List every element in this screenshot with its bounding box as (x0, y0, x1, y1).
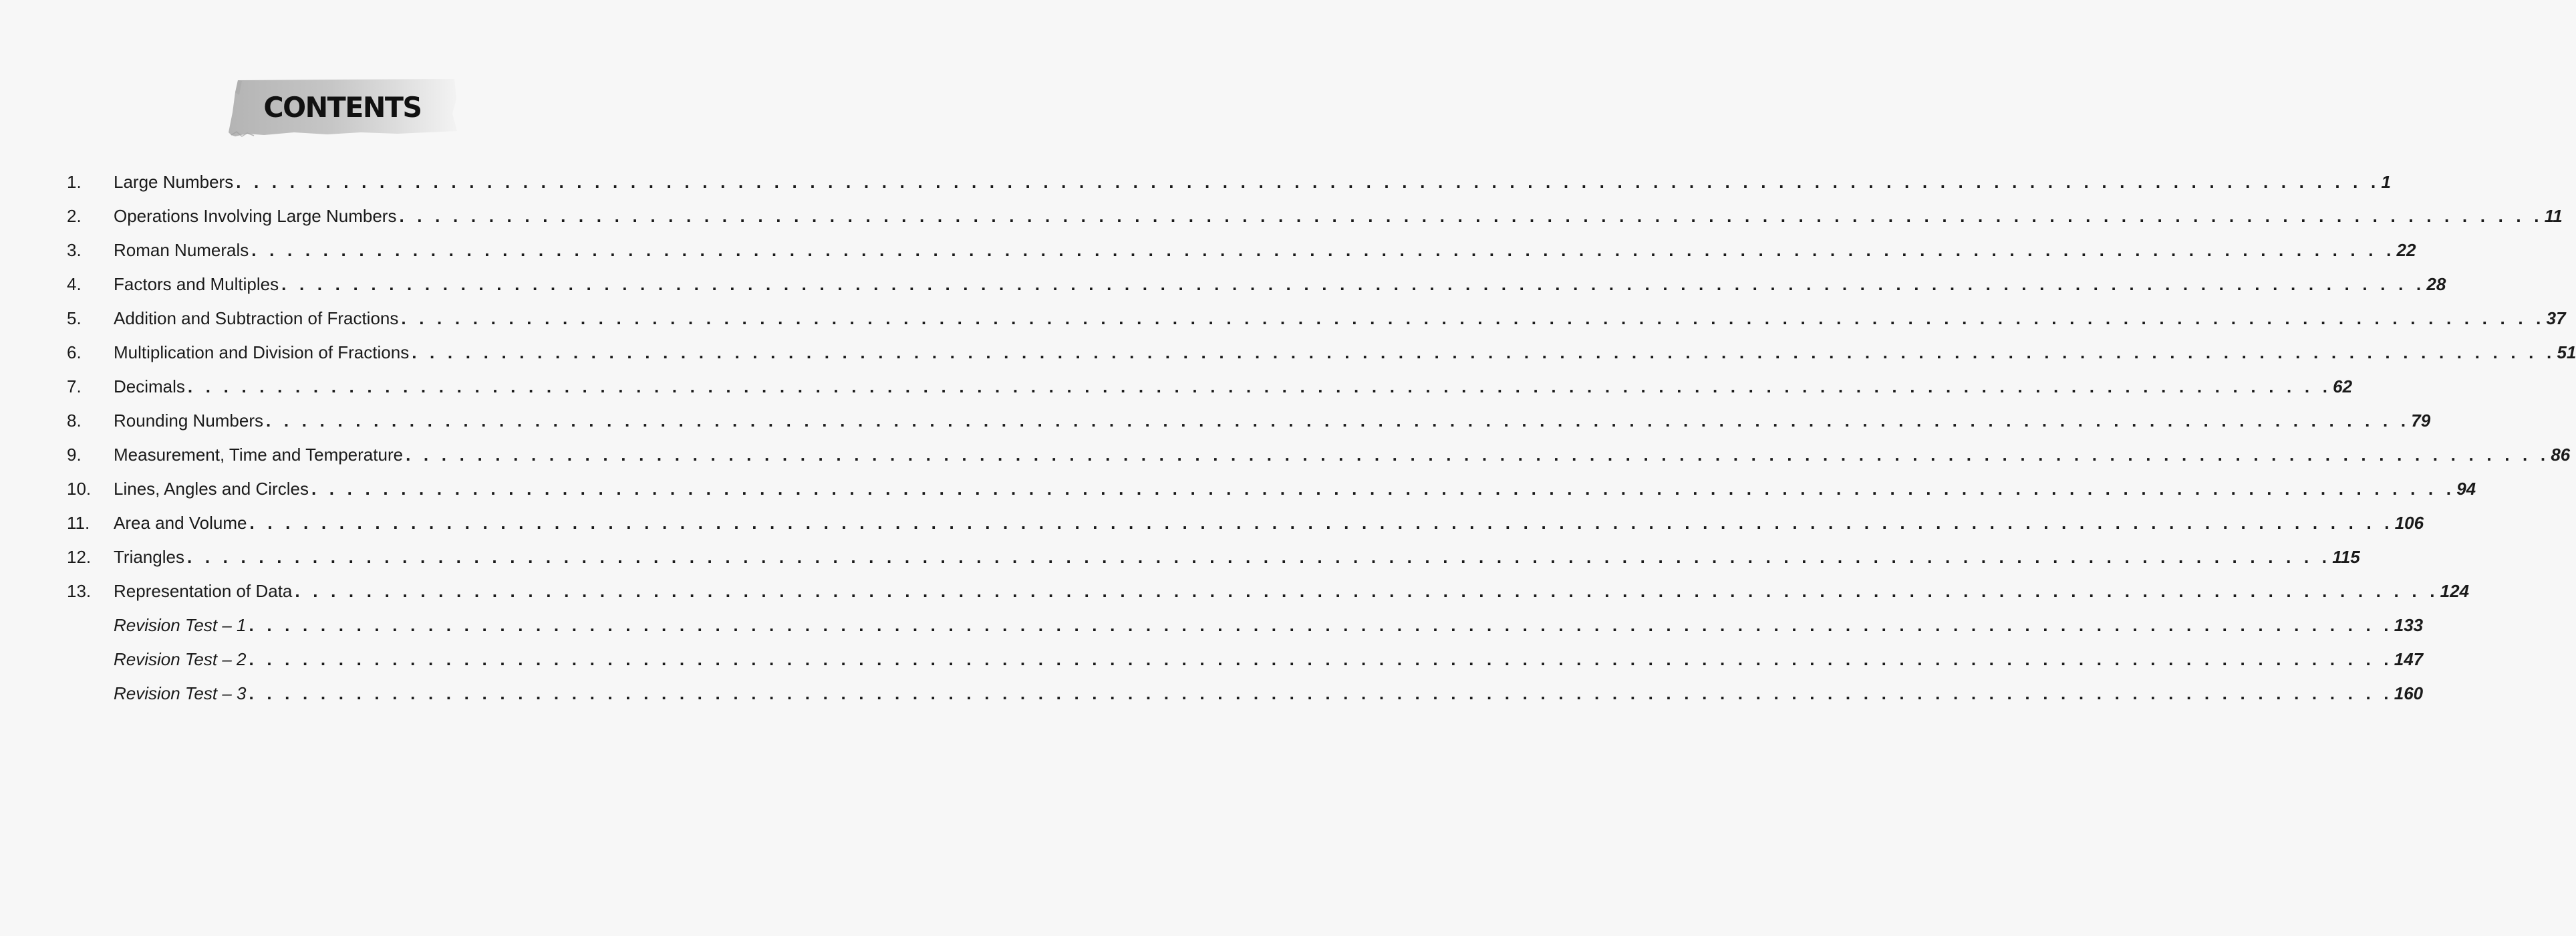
toc-entry-page-number: 124 (2440, 581, 2470, 601)
toc-chapter-entry[interactable] (67, 233, 2416, 267)
toc-entry-page-number: 28 (2426, 274, 2446, 294)
toc-entry-title: Roman Numerals (114, 240, 249, 260)
dot-leader: . . . . . . . . . . . . . . . . . . . . . . . . . . . . . . . . . . . . . . . . . . . . . . . . . . . . . . . . . . . . . . . . . . . . . . . . . . . . . . . . . . . . . . . . . . . . . . . . . . . . . . . . . . . . . . . . . . . . . . . . (186, 547, 2331, 567)
toc-chapter-entry[interactable] (67, 472, 2476, 506)
dot-leader: . . . . . . . . . . . . . . . . . . . . . . . . . . . . . . . . . . . . . . . . . . . . . . . . . . . . . . . . . . . . . . . . . . . . . . . . . . . . . . . . . . . . . . . . . . . . . . . . . . . . . . . . . . . . . . . . . . . . . . . . (236, 172, 2380, 192)
toc-entry-title: Rounding Numbers (114, 411, 264, 431)
toc-entry-title: Revision Test – 1 (114, 615, 247, 635)
toc-revision-entry[interactable] (67, 677, 2424, 711)
toc-chapter-entry[interactable] (67, 404, 2431, 438)
toc-entry-number: 1. (67, 172, 82, 192)
toc-entry-title: Revision Test – 2 (114, 649, 247, 669)
toc-entry-page-number: 1 (2381, 172, 2391, 192)
toc-entry-number: 9. (67, 445, 82, 465)
dot-leader: . . . . . . . . . . . . . . . . . . . . . . . . . . . . . . . . . . . . . . . . . . . . . . . . . . . . . . . . . . . . . . . . . . . . . . . . . . . . . . . . . . . . . . . . . . . . . . . . . . . . . . . . . . . . . . . . . . . . . . . . (251, 240, 2396, 260)
toc-entry-number: 8. (67, 411, 82, 431)
toc-entry-page-number: 133 (2394, 615, 2424, 635)
toc-entry-number: 6. (67, 342, 82, 362)
toc-entry-title: Triangles (114, 547, 184, 567)
dot-leader: . . . . . . . . . . . . . . . . . . . . . . . . . . . . . . . . . . . . . . . . . . . . . . . . . . . . . . . . . . . . . . . . . . . . . . . . . . . . . . . . . . . . . . . . . . . . . . . . . . . . . . . . . . . . . . . . . . . . . . . . (401, 308, 2545, 328)
toc-entry-page-number: 11 (2544, 206, 2563, 226)
toc-entry-title: Addition and Subtraction of Fractions (114, 308, 399, 328)
dot-leader: . . . . . . . . . . . . . . . . . . . . . . . . . . . . . . . . . . . . . . . . . . . . . . . . . . . . . . . . . . . . . . . . . . . . . . . . . . . . . . . . . . . . . . . . . . . . . . . . . . . . . . . . . . . . . . . . . . . . . . . . (406, 445, 2550, 465)
toc-entry-number: 2. (67, 206, 82, 226)
toc-entry-number: 12. (67, 547, 92, 567)
toc-entry-title: Large Numbers (114, 172, 234, 192)
dot-leader: . . . . . . . . . . . . . . . . . . . . . . . . . . . . . . . . . . . . . . . . . . . . . . . . . . . . . . . . . . . . . . . . . . . . . . . . . . . . . . . . . . . . . . . . . . . . . . . . . . . . . . . . . . . . . . . . . . . . . . . . (249, 615, 2393, 635)
toc-entry-page-number: 94 (2456, 479, 2476, 499)
toc-chapter-entry[interactable] (67, 302, 2566, 336)
toc-revision-entry[interactable] (67, 642, 2424, 677)
toc-entry-title: Factors and Multiples (114, 274, 279, 294)
toc-entry-number: 13. (67, 581, 92, 601)
toc-entry-number: 5. (67, 308, 82, 328)
dot-leader: . . . . . . . . . . . . . . . . . . . . . . . . . . . . . . . . . . . . . . . . . . . . . . . . . . . . . . . . . . . . . . . . . . . . . . . . . . . . . . . . . . . . . . . . . . . . . . . . . . . . . . . . . . . . . . . . . . . . . . . . (249, 683, 2393, 703)
toc-revision-entry[interactable] (67, 608, 2424, 642)
toc-entry-page-number: 51 (2557, 342, 2576, 362)
dot-leader: . . . . . . . . . . . . . . . . . . . . . . . . . . . . . . . . . . . . . . . . . . . . . . . . . . . . . . . . . . . . . . . . . . . . . . . . . . . . . . . . . . . . . . . . . . . . . . . . . . . . . . . . . . . . . . . . . . . . . . . . (266, 411, 2410, 431)
toc-chapter-entry[interactable] (67, 540, 2360, 574)
toc-entry-page-number: 86 (2551, 445, 2571, 465)
toc-chapter-entry[interactable] (67, 506, 2424, 540)
toc-entry-page-number: 147 (2394, 649, 2424, 669)
toc-entry-title: Area and Volume (114, 513, 247, 533)
toc-entry-page-number: 62 (2333, 376, 2353, 396)
toc-entry-number: 7. (67, 376, 82, 396)
dot-leader: . . . . . . . . . . . . . . . . . . . . . . . . . . . . . . . . . . . . . . . . . . . . . . . . . . . . . . . . . . . . . . . . . . . . . . . . . . . . . . . . . . . . . . . . . . . . . . . . . . . . . . . . . . . . . . . . . . . . . . . . (412, 342, 2556, 362)
toc-chapter-entry[interactable] (67, 199, 2563, 233)
toc-chapter-entry[interactable] (67, 165, 2391, 199)
dot-leader: . . . . . . . . . . . . . . . . . . . . . . . . . . . . . . . . . . . . . . . . . . . . . . . . . . . . . . . . . . . . . . . . . . . . . . . . . . . . . . . . . . . . . . . . . . . . . . . . . . . . . . . . . . . . . . . . . . . . . . . . (187, 376, 2332, 396)
toc-entry-page-number: 79 (2411, 411, 2431, 431)
dot-leader: . . . . . . . . . . . . . . . . . . . . . . . . . . . . . . . . . . . . . . . . . . . . . . . . . . . . . . . . . . . . . . . . . . . . . . . . . . . . . . . . . . . . . . . . . . . . . . . . . . . . . . . . . . . . . . . . . . . . . . . . (249, 649, 2393, 669)
toc-entry-title: Lines, Angles and Circles (114, 479, 309, 499)
dot-leader: . . . . . . . . . . . . . . . . . . . . . . . . . . . . . . . . . . . . . . . . . . . . . . . . . . . . . . . . . . . . . . . . . . . . . . . . . . . . . . . . . . . . . . . . . . . . . . . . . . . . . . . . . . . . . . . . . . . . . . . . (399, 206, 2543, 226)
toc-chapter-entry[interactable] (67, 438, 2571, 472)
toc-entry-page-number: 37 (2546, 308, 2566, 328)
dot-leader: . . . . . . . . . . . . . . . . . . . . . . . . . . . . . . . . . . . . . . . . . . . . . . . . . . . . . . . . . . . . . . . . . . . . . . . . . . . . . . . . . . . . . . . . . . . . . . . . . . . . . . . . . . . . . . . . . . . . . . . . (311, 479, 2456, 499)
toc-chapter-entry[interactable] (67, 267, 2446, 302)
toc-entry-title: Decimals (114, 376, 185, 396)
toc-entry-page-number: 106 (2394, 513, 2424, 533)
dot-leader: . . . . . . . . . . . . . . . . . . . . . . . . . . . . . . . . . . . . . . . . . . . . . . . . . . . . . . . . . . . . . . . . . . . . . . . . . . . . . . . . . . . . . . . . . . . . . . . . . . . . . . . . . . . . . . . . . . . . . . . . (295, 581, 2439, 601)
page-title: CONTENTS (263, 91, 422, 124)
toc-entry-title: Representation of Data (114, 581, 293, 601)
toc-entry-number: 4. (67, 274, 82, 294)
toc-entry-title: Revision Test – 3 (114, 683, 247, 703)
table-of-contents (67, 165, 2576, 711)
toc-entry-title: Measurement, Time and Temperature (114, 445, 404, 465)
contents-banner (227, 79, 458, 139)
toc-entry-page-number: 160 (2394, 683, 2424, 703)
toc-entry-page-number: 115 (2332, 547, 2360, 567)
toc-entry-number: 10. (67, 479, 92, 499)
toc-entry-title: Multiplication and Division of Fractions (114, 342, 410, 362)
toc-entry-number: 11. (67, 513, 90, 533)
dot-leader: . . . . . . . . . . . . . . . . . . . . . . . . . . . . . . . . . . . . . . . . . . . . . . . . . . . . . . . . . . . . . . . . . . . . . . . . . . . . . . . . . . . . . . . . . . . . . . . . . . . . . . . . . . . . . . . . . . . . . . . . (249, 513, 2394, 533)
toc-chapter-entry[interactable] (67, 574, 2470, 608)
toc-entry-title: Operations Involving Large Numbers (114, 206, 397, 226)
toc-chapter-entry[interactable] (67, 336, 2576, 370)
toc-chapter-entry[interactable] (67, 370, 2353, 404)
toc-entry-number: 3. (67, 240, 82, 260)
toc-entry-page-number: 22 (2396, 240, 2416, 260)
dot-leader: . . . . . . . . . . . . . . . . . . . . . . . . . . . . . . . . . . . . . . . . . . . . . . . . . . . . . . . . . . . . . . . . . . . . . . . . . . . . . . . . . . . . . . . . . . . . . . . . . . . . . . . . . . . . . . . . . . . . . . . . (281, 274, 2426, 294)
